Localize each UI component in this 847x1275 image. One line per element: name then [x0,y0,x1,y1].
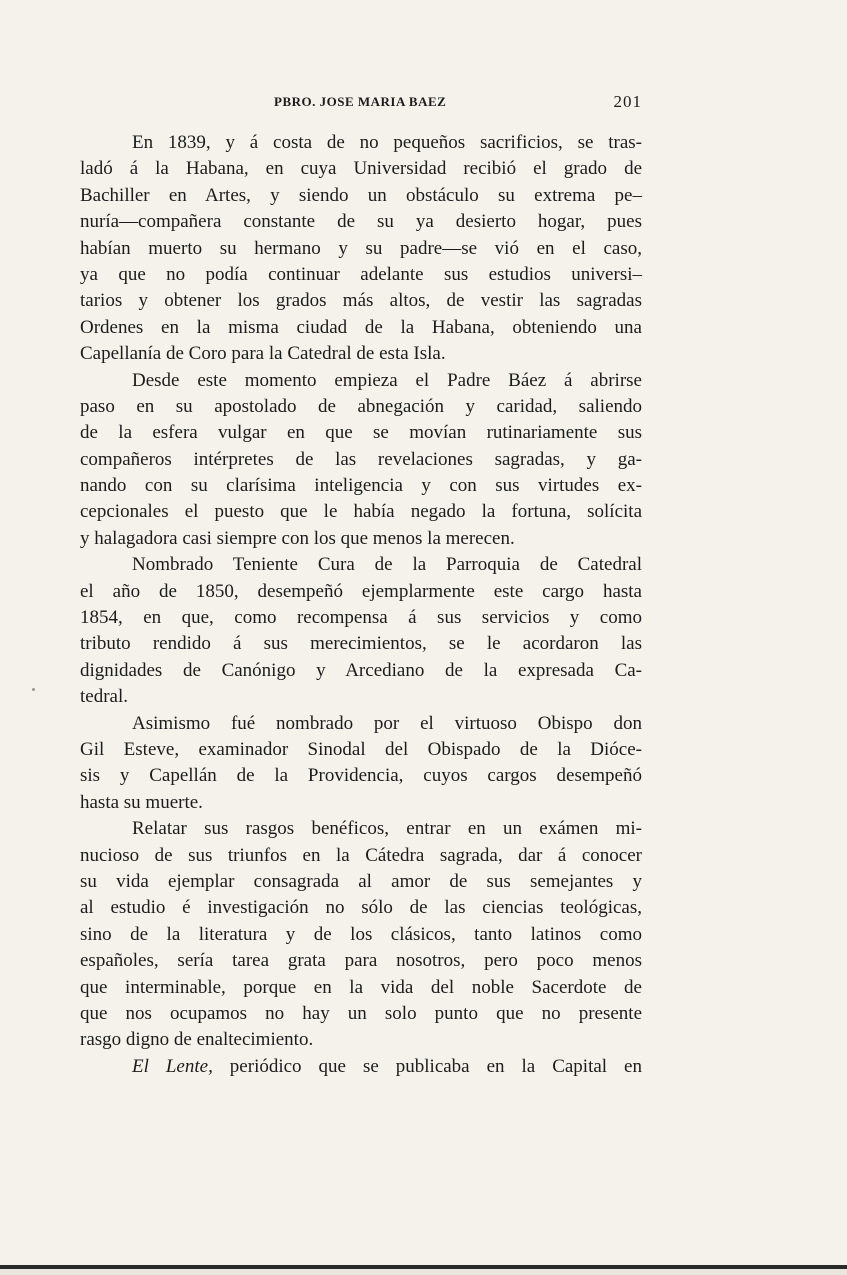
periodical-title: El Lente, [132,1055,213,1077]
text-line: Desde este momento empieza el Padre Báez á abrirse [132,369,642,391]
text-line: tarios y obtener los grados más altos, de vestir las sagradas [80,290,642,312]
margin-speck [32,688,35,691]
text-line: compañeros intérpretes de las revelaciones sagradas, y ga- [80,448,642,470]
text-line: Nombrado Teniente Cura de la Parroquia de Catedral [132,554,642,576]
text-line-final [80,1054,642,1080]
text-line: su vida ejemplar consagrada al amor de sus semejantes y [80,870,642,892]
text-line: Capellanía de Coro para la Catedral de esta Isla. [80,343,446,365]
running-head: PBRO. JOSE MARIA BAEZ [274,94,447,109]
text-line: que interminable, porque en la vida del noble Sacerdote de [80,976,642,998]
text-line: ladó á la Habana, en cuya Universidad recibió el grado de [80,158,642,180]
page-header [80,92,642,120]
text-line: paso en su apostolado de abnegación y caridad, saliendo [80,395,642,417]
text-line: Bachiller en Artes, y siendo un obstáculo su extrema pe– [80,184,642,206]
text-line: y halagadora casi siempre con los que menos la merecen. [80,527,515,549]
text-line: que nos ocupamos no hay un solo punto que no presente [80,1002,642,1024]
text-line: hasta su muerte. [80,791,203,813]
text-line: Asimismo fué nombrado por el virtuoso Obispo don [132,712,642,734]
text-line: españoles, sería tarea grata para nosotros, pero poco menos [80,950,642,972]
text-line: tedral. [80,686,129,708]
text-line: sis y Capellán de la Providencia, cuyos cargos desempeñó [80,765,642,787]
body-text [80,130,642,1080]
text-line: nucioso de sus triunfos en la Cátedra sagrada, dar á conocer [80,844,642,866]
text-line: rasgo digno de enaltecimiento. [80,1029,314,1051]
text-line: Gil Esteve, examinador Sinodal del Obispado de la Dióce- [80,738,642,760]
text-line: de la esfera vulgar en que se movían rutinariamente sus [80,422,642,444]
text-line: Ordenes en la misma ciudad de la Habana, obteniendo una [80,316,642,338]
text-line: tributo rendido á sus merecimientos, se le acordaron las [80,633,642,655]
text-line: ya que no podía continuar adelante sus estudios universi– [80,263,642,285]
text-line: al estudio é investigación no sólo de las ciencias teológicas, [80,897,642,919]
text-line: habían muerto su hermano y su padre—se vió en el caso, [80,237,642,259]
page-number: 201 [613,92,642,111]
bottom-edge [0,1269,847,1275]
text-line: sino de la literatura y de los clásicos, tanto latinos como [80,923,642,945]
text-line: nando con su clarísima inteligencia y con sus virtudes ex- [80,475,642,497]
text-line: 1854, en que, como recompensa á sus servicios y como [80,607,642,629]
text-line: nuría—compañera constante de su ya desierto hogar, pues [80,211,642,233]
final-line-rest: periódico que se publicaba en la Capital en [212,1055,642,1077]
text-line: En 1839, y á costa de no pequeños sacrificios, se tras- [132,132,642,153]
text-line: cepcionales el puesto que le había negado la fortuna, solícita [80,501,642,523]
text-line: el año de 1850, desempeñó ejemplarmente este cargo hasta [80,580,642,602]
text-line: Relatar sus rasgos benéficos, entrar en un exámen mi- [132,818,642,840]
text-line: dignidades de Canónigo y Arcediano de la expresada Ca- [80,659,642,681]
